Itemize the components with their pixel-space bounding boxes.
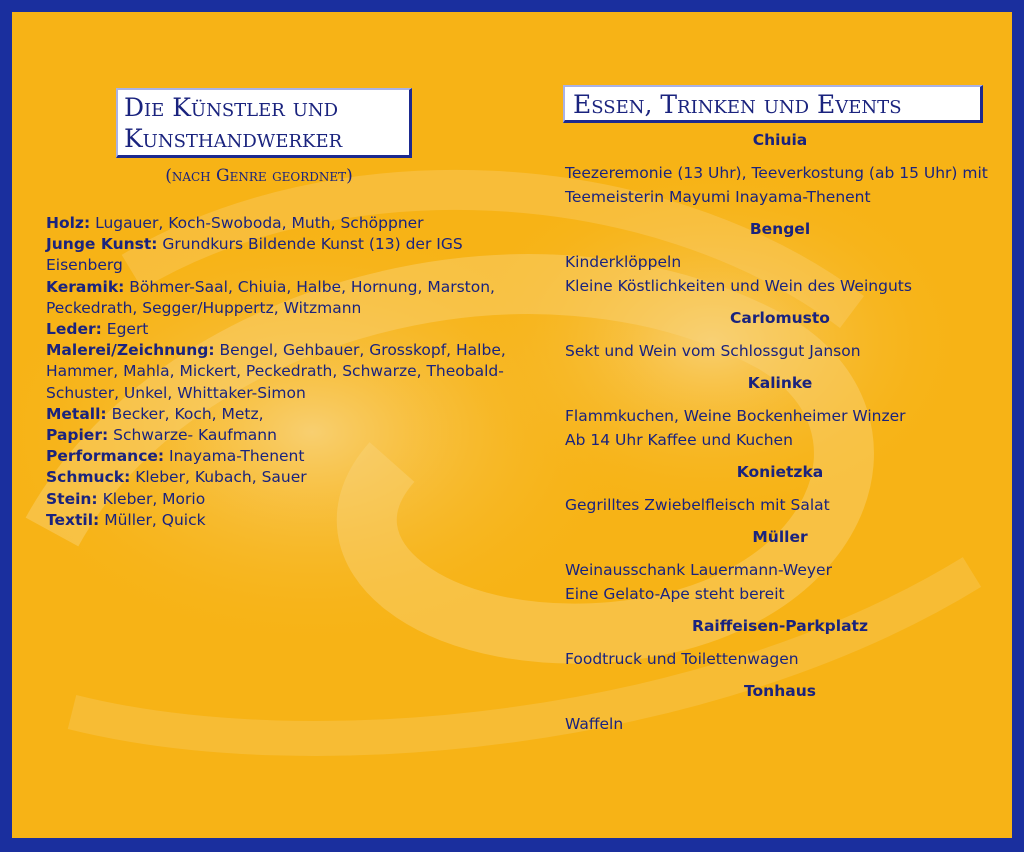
artist-names: Schwarze- Kaufmann xyxy=(108,426,277,445)
venue-line: Foodtruck und Toilettenwagen xyxy=(565,650,799,668)
genre-label: Malerei/Zeichnung: xyxy=(46,341,215,360)
genre-label: Papier: xyxy=(46,426,109,445)
venue-description xyxy=(565,712,995,736)
venue-block xyxy=(565,128,995,209)
venue-name: Raiffeisen-Parkplatz xyxy=(692,617,868,635)
artists-title-line1: Die Künstler und xyxy=(124,93,339,122)
venue-name: Carlomusto xyxy=(730,309,830,327)
genre-label: Metall: xyxy=(46,404,107,423)
venue-description xyxy=(565,493,995,517)
artist-names: Böhmer-Saal, Chiuia, Halbe, Hornung, Marston, Peckedrath, Segger/Huppertz, Witzmann xyxy=(46,277,495,317)
venue-block xyxy=(565,614,995,671)
venue-block xyxy=(565,679,995,736)
genre-label: Leder: xyxy=(46,320,102,339)
venue-name: Kalinke xyxy=(747,374,813,392)
events-title: Essen, Trinken und Events xyxy=(573,90,902,119)
list-item xyxy=(46,425,516,446)
venue-line: Kinderklöppeln xyxy=(565,253,682,271)
artists-title-box xyxy=(116,88,412,158)
list-item xyxy=(46,213,516,234)
genre-label: Textil: xyxy=(46,510,100,529)
venue-name: Müller xyxy=(752,528,808,546)
artist-names: Lugauer, Koch-Swoboda, Muth, Schöppner xyxy=(90,214,424,232)
venue-line: Eine Gelato-Ape steht bereit xyxy=(565,585,785,603)
venue-description xyxy=(565,647,995,671)
artist-names: Bengel, Gehbauer, Grosskopf, Halbe, Hammer, Mahla, Mickert, Peckedrath, Schwarze, Theobald-Schuster, Unkel, Whittaker-Simon xyxy=(46,341,506,402)
venue-line: Flammkuchen, Weine Bockenheimer Winzer xyxy=(565,407,906,425)
artist-names: Kleber, Kubach, Sauer xyxy=(130,468,307,487)
artists-title-line2: Kunsthandwerker xyxy=(124,124,343,153)
venue-description xyxy=(565,161,995,209)
venue-description xyxy=(565,339,995,363)
venue-block xyxy=(565,306,995,363)
genre-label: Stein: xyxy=(46,489,98,508)
artist-names: Inayama-Thenent xyxy=(164,447,305,466)
venue-line: Waffeln xyxy=(565,715,624,733)
list-item xyxy=(46,340,516,404)
venue-block xyxy=(565,525,995,606)
events-list xyxy=(565,128,995,744)
artists-subtitle: (nach Genre geordnet) xyxy=(165,166,353,186)
venue-name: Konietzka xyxy=(736,463,824,481)
flyer-page xyxy=(12,12,1012,838)
genre-label: Performance: xyxy=(46,447,165,466)
venue-line: Kleine Köstlichkeiten und Wein des Weinguts xyxy=(565,277,912,295)
genre-label: Schmuck: xyxy=(46,468,131,487)
genre-label: Junge Kunst: xyxy=(46,235,158,254)
venue-line: Teezeremonie (13 Uhr), Teeverkostung (ab 15 Uhr) mit Teemeisterin Mayumi Inayama-Thenent xyxy=(565,164,988,206)
list-item xyxy=(46,489,516,510)
venue-name: Chiuia xyxy=(752,131,808,149)
genre-label: Keramik: xyxy=(46,277,125,296)
venue-line: Sekt und Wein vom Schlossgut Janson xyxy=(565,342,861,360)
venue-block xyxy=(565,217,995,298)
list-item xyxy=(46,234,516,276)
list-item xyxy=(46,510,516,531)
list-item xyxy=(46,446,516,467)
venue-name: Tonhaus xyxy=(744,682,816,700)
genre-label: Holz: xyxy=(46,214,91,232)
venue-description xyxy=(565,250,995,298)
venue-block xyxy=(565,371,995,452)
artist-names: Müller, Quick xyxy=(99,510,206,529)
list-item xyxy=(46,277,516,319)
list-item xyxy=(46,467,516,488)
list-item xyxy=(46,404,516,425)
artist-names: Becker, Koch, Metz, xyxy=(106,404,264,423)
artists-list xyxy=(46,213,516,531)
venue-name: Bengel xyxy=(749,220,811,238)
venue-line: Ab 14 Uhr Kaffee und Kuchen xyxy=(565,431,793,449)
venue-line: Weinausschank Lauermann-Weyer xyxy=(565,561,832,579)
venue-description xyxy=(565,404,995,452)
artist-names: Grundkurs Bildende Kunst (13) der IGS Eisenberg xyxy=(46,235,463,275)
venue-block xyxy=(565,460,995,517)
venue-line: Gegrilltes Zwiebelfleisch mit Salat xyxy=(565,496,830,514)
list-item xyxy=(46,319,516,340)
events-title-box xyxy=(563,85,983,123)
venue-description xyxy=(565,558,995,606)
artist-names: Egert xyxy=(101,320,149,339)
artist-names: Kleber, Morio xyxy=(97,489,206,508)
